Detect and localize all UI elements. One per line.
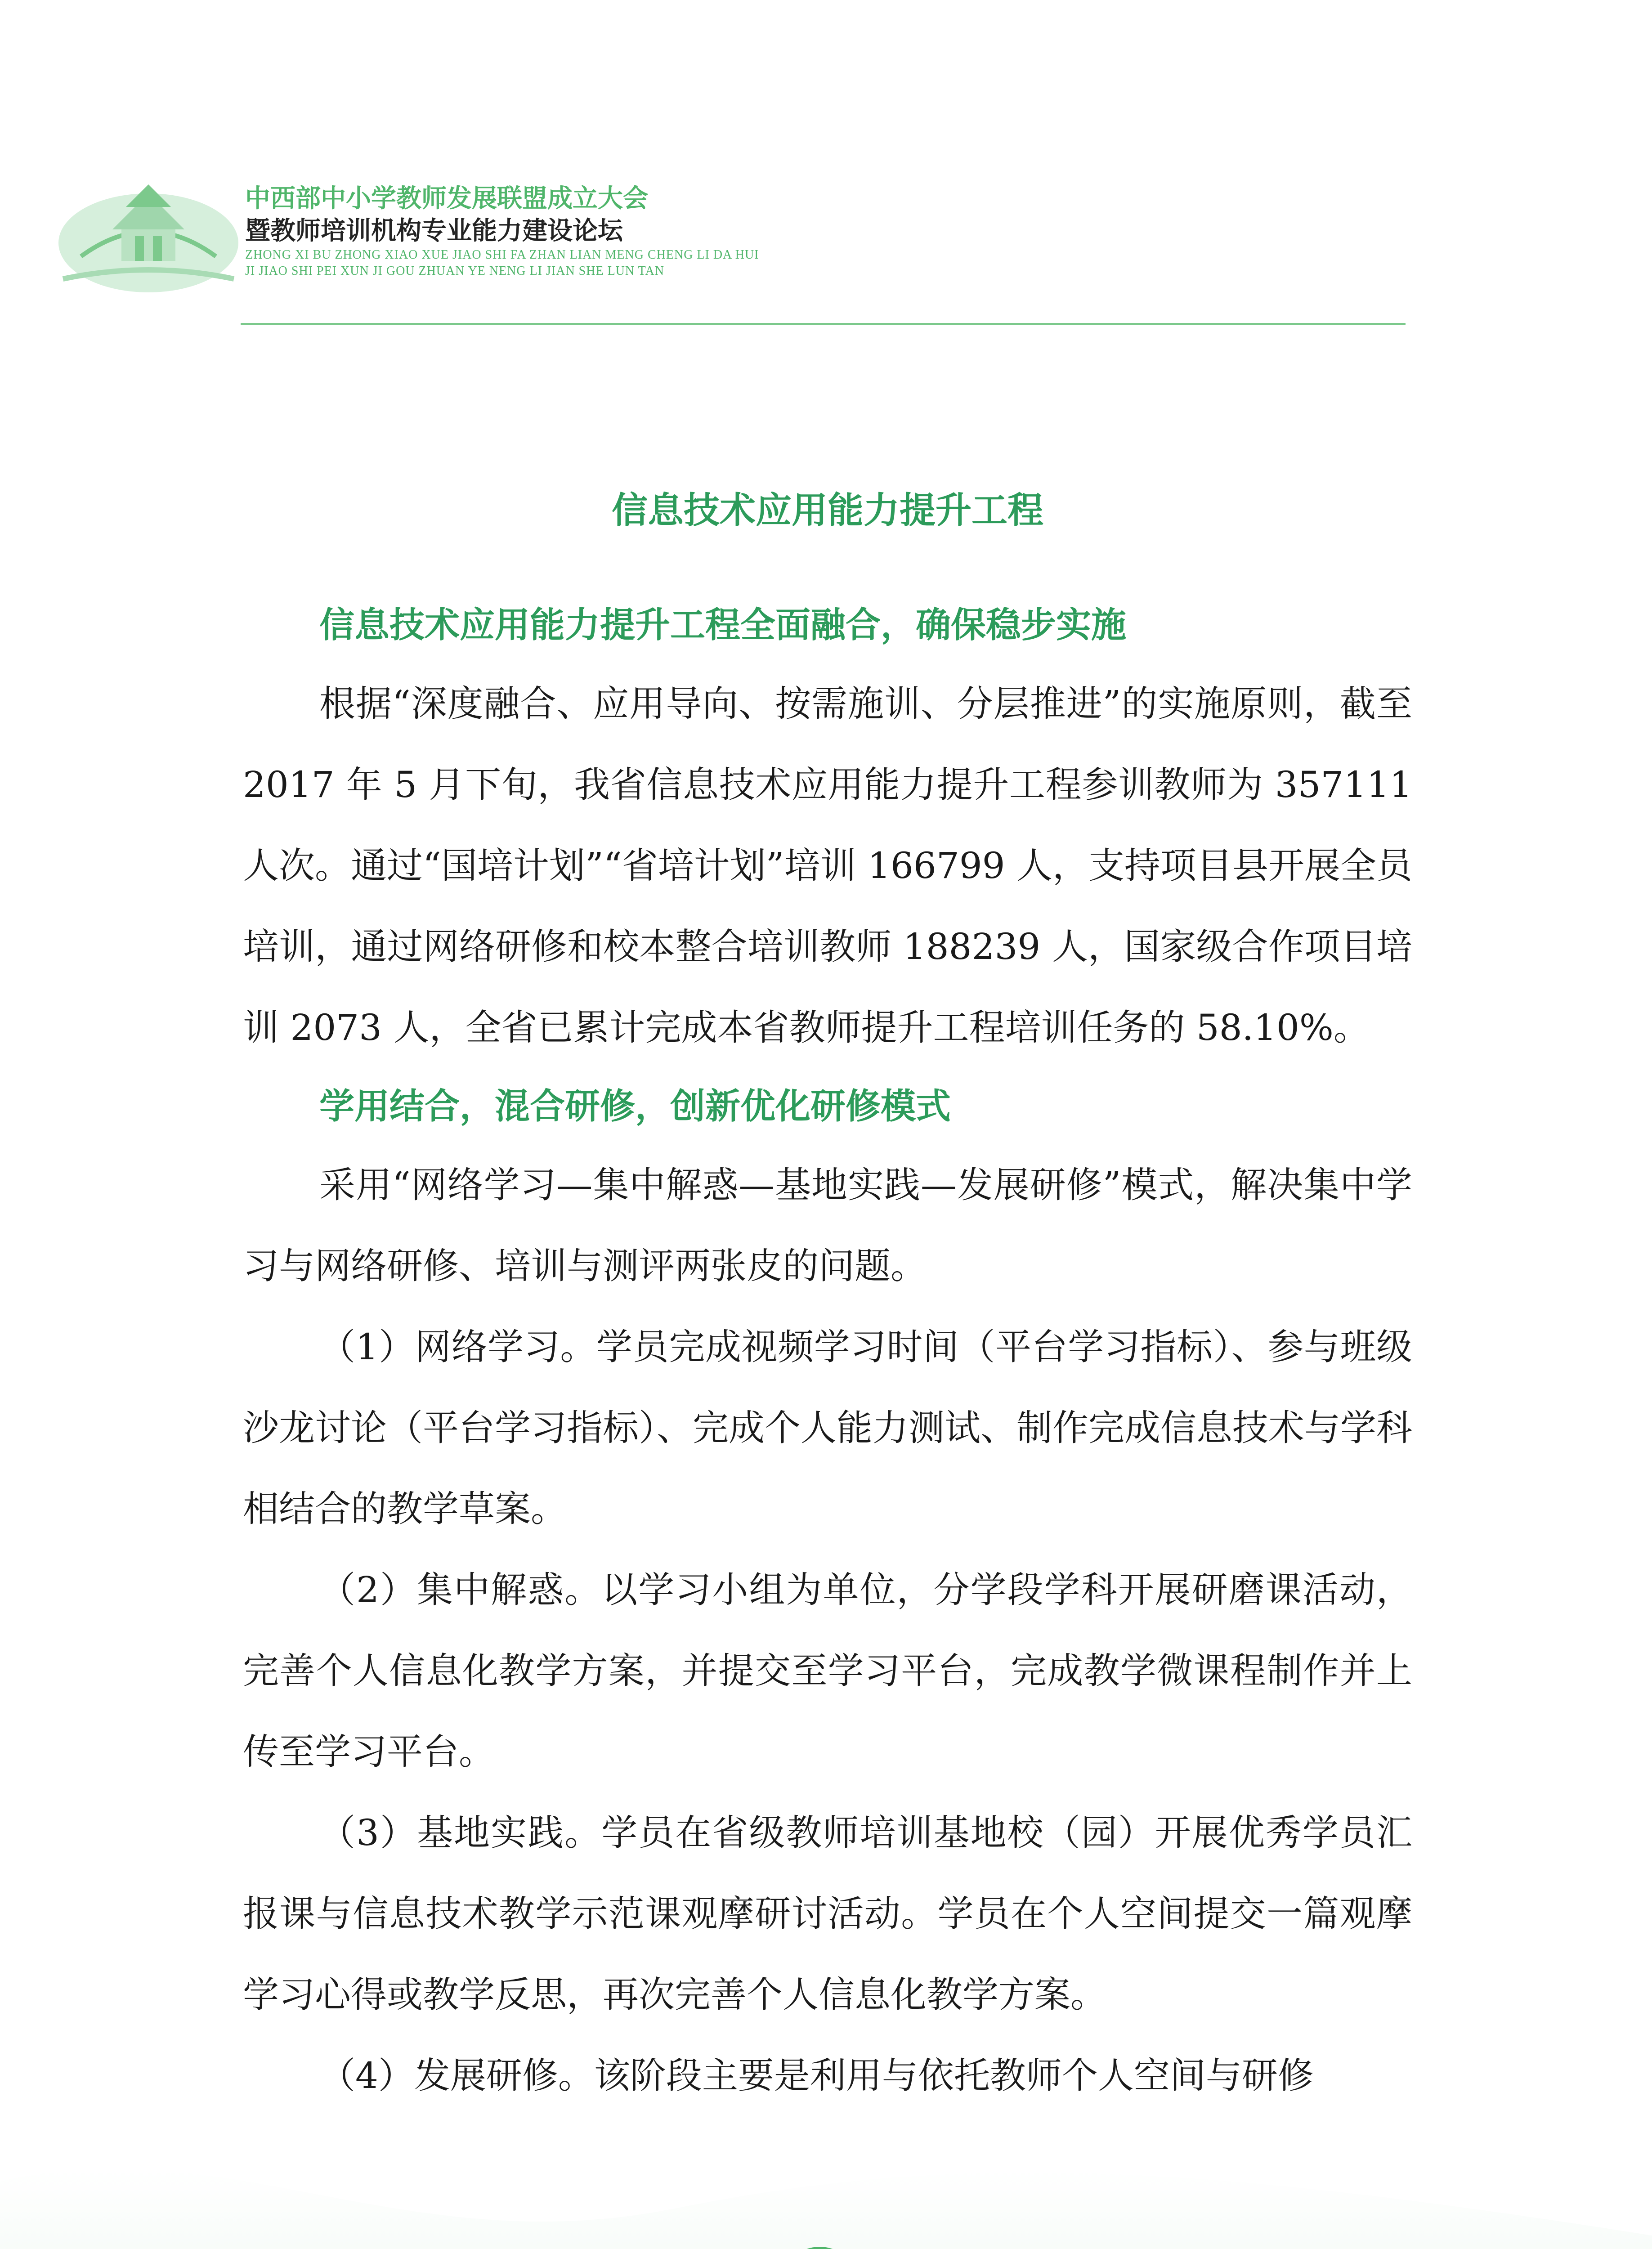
paragraph: （4）发展研修。该阶段主要是利用与依托教师个人空间与研修 bbox=[319, 2055, 1314, 2097]
page-header bbox=[0, 0, 1652, 342]
header-divider bbox=[241, 323, 1406, 325]
conference-header-text bbox=[245, 182, 759, 279]
paragraph: （2）集中解惑。以学习小组为单位，分学段学科开展研磨课活动，完善个人信息化教学方案，并提交至学习平台，完成教学微课程制作并上传至学习平台。 bbox=[243, 1569, 1412, 1773]
header-pinyin-line1: ZHONG XI BU ZHONG XIAO XUE JIAO SHI FA ZHAN LIAN MENG CHENG LI DA HUI bbox=[245, 248, 759, 262]
header-title-line1: 中西部中小学教师发展联盟成立大会 bbox=[245, 184, 648, 213]
paragraph: 采用“网络学习—集中解惑—基地实践—发展研修”模式，解决集中学习与网络研修、培训与测评两张皮的问题。 bbox=[243, 1164, 1412, 1287]
header-pinyin-line2: JI JIAO SHI PEI XUN JI GOU ZHUAN YE NENG LI JIAN SHE LUN TAN bbox=[245, 264, 664, 278]
section-heading: 学用结合，混合研修，创新优化研修模式 bbox=[319, 1086, 951, 1127]
paragraph: （3）基地实践。学员在省级教师培训基地校（园）开展优秀学员汇报课与信息技术教学示范课观摩研讨活动。学员在个人空间提交一篇观摩学习心得或教学反思，再次完善个人信息化教学方案。 bbox=[243, 1812, 1412, 2016]
paragraph: （1）网络学习。学员完成视频学习时间（平台学习指标）、参与班级沙龙讨论（平台学习指标）、完成个人能力测试、制作完成信息技术与学科相结合的教学草案。 bbox=[243, 1326, 1412, 1530]
article-body bbox=[243, 450, 1412, 2116]
section bbox=[243, 587, 1412, 1068]
section-heading: 信息技术应用能力提升工程全面融合，确保稳步实施 bbox=[319, 605, 1127, 645]
header-title-line2: 暨教师培训机构专业能力建设论坛 bbox=[245, 216, 623, 246]
article-title: 信息技术应用能力提升工程 bbox=[612, 489, 1043, 531]
section bbox=[243, 1068, 1412, 2116]
pavilion-logo-icon bbox=[54, 153, 243, 301]
paragraph: 根据“深度融合、应用导向、按需施训、分层推进”的实施原则，截至 2017 年 5 月下旬，我省信息技术应用能力提升工程参训教师为 357111 人次。通过“国培计划”“省培计划”培训 166799 人，支持项目县开展全员培训，通过网络研修和校本整合培训教师 188239 人，国家级合作项目培训 2073 人，全省已累计完成本省教师提升工程培训任务的 58.10%。 bbox=[243, 683, 1412, 1048]
